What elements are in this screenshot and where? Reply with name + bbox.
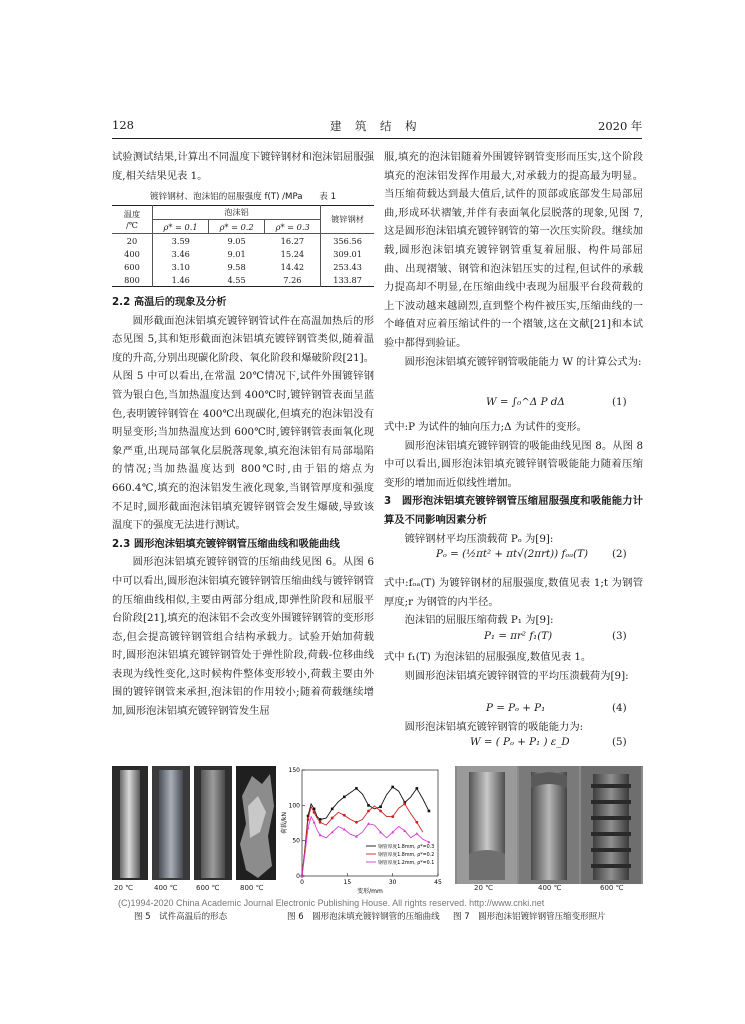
- y-tick-label: 150: [288, 767, 300, 774]
- section-2-2-title: 2.2 高温后的现象及分析: [112, 296, 227, 308]
- tube-600c: [201, 770, 225, 878]
- fig5-label: 600 ℃: [196, 884, 220, 892]
- fig5-label: 20 ℃: [114, 884, 133, 892]
- table1: [112, 205, 374, 287]
- section-3-title: 3 圆形泡沫铝填充镀锌钢管压缩屈服强度和吸能能力计算及不同影响因素分析: [384, 495, 643, 526]
- equation-1-number: (1): [612, 396, 627, 408]
- paragraph: 式中 f₁(T) 为泡沫铝的屈服强度,数值见表 1。: [384, 651, 592, 663]
- y-axis-label: 荷载/kN: [281, 812, 288, 834]
- fold-20c: [469, 850, 505, 880]
- equation-4-number: (4): [612, 702, 627, 714]
- equation-1: W = ∫₀^Δ P dΔ: [486, 396, 565, 408]
- data-point: [403, 803, 406, 806]
- legend-label: 钢管厚度1.8mm, ρ*=0.3: [378, 845, 435, 850]
- equation-2-number: (2): [612, 548, 627, 560]
- data-point: [331, 808, 334, 811]
- data-point: [307, 818, 310, 821]
- table-row: 400 3.46 9.01 15.24 309.01: [112, 247, 374, 260]
- left-column-top: [112, 148, 374, 185]
- figure-5-photos: [112, 766, 277, 890]
- data-point: [379, 805, 382, 808]
- right-column-mid: [384, 418, 643, 548]
- watermark: (C)1994-2020 China Academic Journal Electronic Publishing House. All rights reserved. http://www.cnki.net: [118, 898, 545, 908]
- equation-3: P₁ = πr² f₁(T): [484, 630, 553, 642]
- data-point: [313, 811, 316, 814]
- fig5-label: 800 ℃: [240, 884, 264, 892]
- y-tick-label: 50: [292, 837, 300, 845]
- tube-20c: [120, 770, 140, 878]
- data-point: [379, 810, 382, 813]
- data-point: [416, 787, 419, 790]
- figure-7-caption: 图 7 圆形泡沫铝镀锌钢管压缩变形照片: [453, 912, 606, 922]
- table1-title: 镀锌钢材、泡沫铝的屈服强度 f(T) /MPa 表 1: [150, 192, 337, 202]
- right-column-final: [384, 718, 643, 737]
- table1-head-temp: 温度 /℃: [112, 206, 153, 234]
- x-tick-label: 15: [343, 879, 352, 886]
- journal-name: 建 筑 结 构: [330, 119, 418, 133]
- right-column-bottom: [384, 648, 643, 685]
- table1-subhead: ρ* = 0.1: [153, 220, 209, 234]
- paragraph: 圆形泡沫铝填充镀锌钢管的吸能曲线见图 8。从图 8 中可以看出,圆形泡沫铝填充镀锌钢管吸能能力随着压缩变形的增加而近似线性增加。: [384, 439, 643, 489]
- equation-4: P = Pₒ + P₁: [486, 702, 546, 714]
- x-tick-label: 30: [388, 879, 397, 886]
- tube-400c: [159, 770, 183, 878]
- y-tick-label: 0: [296, 873, 300, 880]
- data-point: [367, 804, 370, 807]
- data-point: [428, 810, 431, 813]
- x-axis-label: 变形/mm: [357, 888, 383, 895]
- table-row: 600 3.10 9.58 14.42 253.43: [112, 260, 374, 273]
- table-row: 20 3.59 9.05 16.27 356.56: [112, 234, 374, 248]
- table-row: 800 1.46 4.55 7.26 133.87: [112, 273, 374, 287]
- paragraph: 式中:P 为试件的轴向压力;Δ 为试件的变形。: [384, 421, 587, 433]
- section-2-3-title: 2.3 圆形泡沫铝填充镀锌钢管压缩曲线和吸能曲线: [112, 537, 340, 550]
- section-2-3-text: 圆形泡沫铝填充镀锌钢管的压缩曲线见图 6。从图 6 中可以看出,圆形泡沫铝填充镀锌钢管压缩曲线与镀锌钢管的压缩曲线相似,主要由两部分组成,即弹性阶段和屈服平台阶段[21],填充的泡沫铝不会改变外围镀锌钢管的变形形态,但会提高镀锌钢管组合结构承载力。试验开始加荷载时,圆形泡沫铝填充镀锌钢管处于弹性阶段,荷载-位移曲线表现为线性变化,这时候构件整体变形较小,荷载主要由外围的镀锌钢管来承担,泡沫铝的作用较小;随着荷载继续增加,圆形泡沫铝填充镀锌钢管发生屈: [112, 556, 374, 718]
- legend-label: 钢管厚度1.8mm, ρ*=0.2: [378, 853, 435, 858]
- intro-paragraph: 试验测试结果,计算出不同温度下镀锌钢材和泡沫铝屈服强度,相关结果见表 1。: [112, 151, 374, 182]
- tube-400c: [531, 772, 567, 880]
- paragraph: 镀锌钢材平均压溃载荷 Pₒ 为[9]:: [404, 532, 554, 545]
- x-tick-label: 45: [434, 879, 442, 886]
- paragraph: 圆形泡沫铝填充镀锌钢管吸能能力 W 的计算公式为:: [404, 355, 642, 368]
- data-point: [343, 796, 346, 799]
- data-point: [343, 814, 346, 817]
- figure-5-caption: 图 5 试件高温后的形态: [134, 912, 228, 922]
- year: 2020 年: [598, 119, 643, 133]
- data-point: [391, 815, 394, 818]
- paragraph: 服,填充的泡沫铝随着外围镀锌钢管变形而压实,这个阶段填充的泡沫铝发挥作用最大,对承载力的提高最为明显。当压缩荷载达到最大值后,试件的顶部或底部发生局部屈曲,形成环状褶皱,并伴有表面氧化层脱落的现象,见图 7,这是圆形泡沫铝填充镀锌钢管的第一次压实阶段。继续加载,圆形泡沫铝填充镀锌钢管重复着屈服、构件局部屈曲、出现褶皱、钢管和泡沫铝压实的过程,但试件的承载力提高却不明显,在压缩曲线中表现为屈服平台段荷载的上下波动越来越剧烈,直到整个构件被压实,压缩曲线的一个峰值对应着压缩试件的一个褶皱,这在文献[21]和本试验中都得到验证。: [384, 151, 643, 349]
- legend-label: 钢管厚度1.2mm, ρ*=0.1: [378, 861, 435, 866]
- paragraph: 泡沫铝的屈服压缩荷载 P₁ 为[9]:: [404, 614, 554, 627]
- right-column-lower: [384, 574, 643, 630]
- header-rule: [112, 138, 642, 139]
- figure-6-chart: [280, 764, 445, 904]
- equation-5-number: (5): [612, 736, 627, 748]
- data-point: [367, 810, 370, 813]
- table1-subhead: ρ* = 0.2: [209, 220, 265, 234]
- figure-6-caption: 图 6 圆形泡沫填充镀锌钢管的压缩曲线: [287, 912, 440, 922]
- fig7-label: 400 ℃: [538, 884, 562, 892]
- paragraph: 圆形泡沫铝填充镀锌钢管的吸能能力为:: [404, 721, 584, 733]
- figure-7-photos: [455, 766, 643, 890]
- right-column-top: [384, 148, 643, 371]
- x-tick-label: 0: [300, 879, 304, 886]
- table1-head-foam: 泡沫铝: [153, 206, 321, 220]
- equation-5: W = ( Pₒ + P₁ ) ε_D: [470, 736, 570, 748]
- data-point: [331, 817, 334, 820]
- fig5-label: 400 ℃: [154, 884, 178, 892]
- data-point: [391, 786, 394, 789]
- fig7-label: 600 ℃: [600, 884, 624, 892]
- left-column-body: [112, 293, 374, 721]
- paragraph: 则圆形泡沫铝填充镀锌钢管的平均压溃载荷为[9]:: [404, 669, 629, 682]
- data-point: [319, 821, 322, 824]
- y-tick-label: 100: [288, 802, 300, 810]
- section-2-2-text: 圆形截面泡沫铝填充镀锌钢管试件在高温加热后的形态见图 5,其和矩形截面泡沫铝填充镀锌钢管类似,随着温度的升高,分别出现碳化阶段、氧化阶段和爆破阶段[21]。从图 5 中可以看出,在常温 20℃情况下,试件外围镀锌钢管为银白色,当加热温度达到 400℃时,镀锌钢管表面呈蓝色,表明镀锌钢管在 400℃出现碳化,但填充的泡沫铝没有明显变形;当加热温度达到 600℃时,镀锌钢管表面氧化现象严重,出现局部氧化层脱落现象,填充泡沫铝有局部塌陷的情况;当加热温度达到 800℃时,由于铝的熔点为 660.4℃,填充的泡沫铝发生液化现象,当钢管厚度和强度不足时,圆形截面泡沫铝填充镀锌钢管会发生爆破,导致该温度下的强度无法进行测试。: [112, 314, 374, 532]
- equation-2: Pₒ = (½πt² + πt√(2πrt)) fₒₐ(T): [436, 548, 588, 560]
- paragraph: 式中:fₒₐ(T) 为镀锌钢材的屈服强度,数值见表 1;t 为钢管厚度;r 为钢管的内半径。: [384, 577, 643, 608]
- data-point: [355, 821, 358, 824]
- table1-head-steel: 镀锌钢材: [331, 214, 364, 224]
- table1-subhead: ρ* = 0.3: [265, 220, 321, 234]
- page-number: 128: [112, 118, 134, 132]
- data-point: [415, 832, 418, 835]
- equation-3-number: (3): [612, 630, 627, 642]
- data-point: [415, 821, 418, 824]
- fig7-label: 20 ℃: [474, 884, 493, 892]
- data-point: [355, 787, 358, 790]
